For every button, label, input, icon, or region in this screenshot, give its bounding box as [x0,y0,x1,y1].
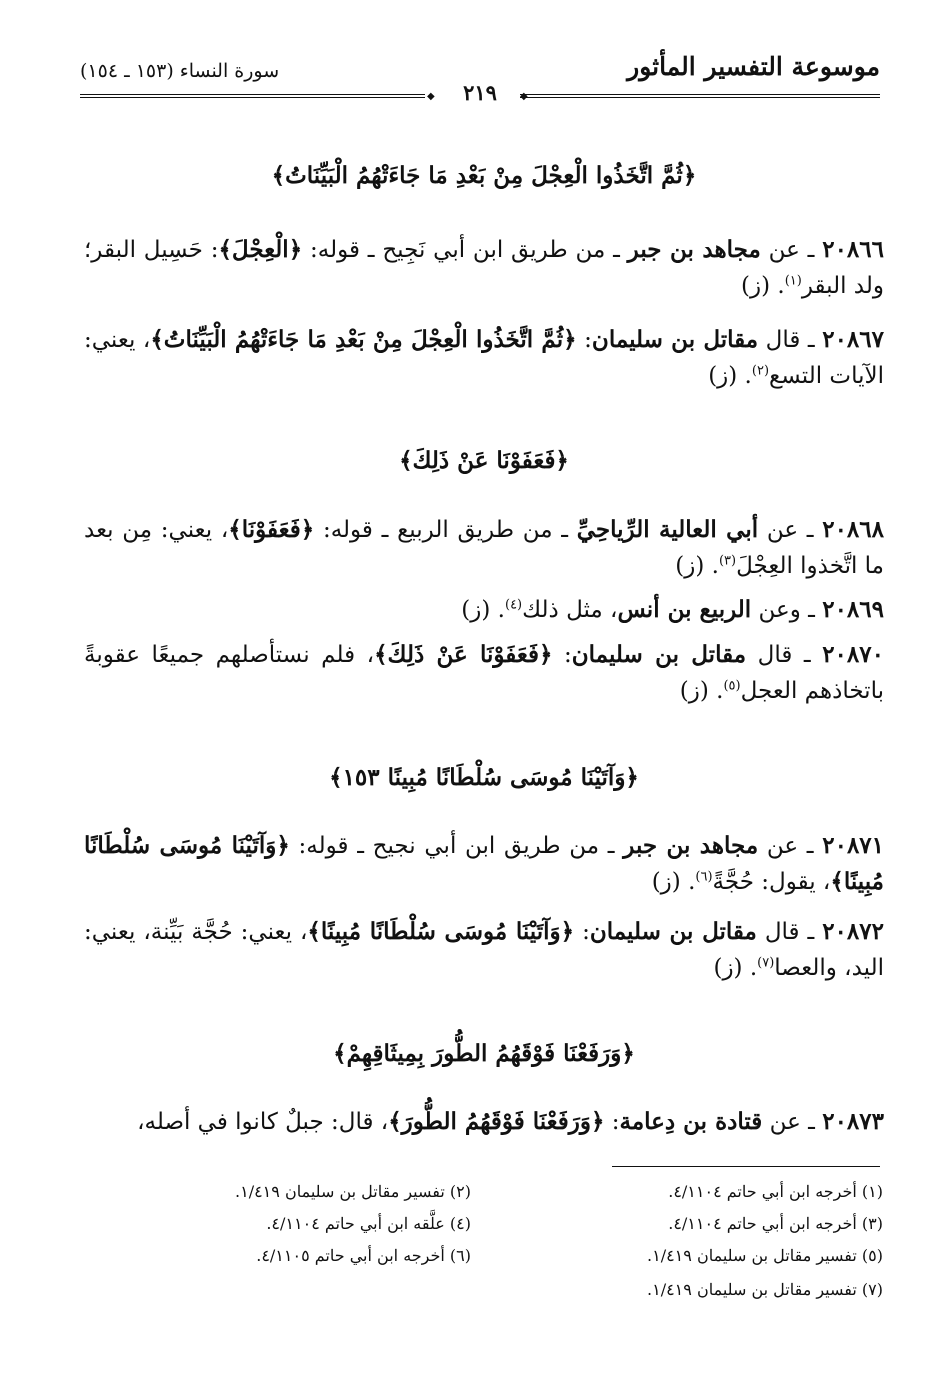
footnote-7: (٧) تفسير مقاتل بن سليمان ١/٤١٩. [647,1280,883,1299]
entry-text: ـ قال [756,919,823,945]
footnote-ref[interactable]: (١) [784,273,802,289]
entry-text: ـ قال [746,642,823,668]
running-header [80,52,880,105]
ornament-icon: ◆ [427,91,435,102]
verse-heading-4: ﴿وَرَفَعْنَا فَوْقَهُمُ الطُّورَ بِمِيثَاقِهِمْ﴾ [333,1040,635,1067]
narrator-name: مجاهد بن جبر [623,832,759,859]
entry-20871 [84,828,884,900]
entry-number: ٢٠٨٦٦ [822,236,884,263]
quran-quote: ﴿الْعِجْلَ﴾ [218,236,303,263]
entry-number: ٢٠٨٧٢ [822,918,884,945]
entry-text: . (ز) [679,678,724,704]
entry-number: ٢٠٨٧١ [822,832,885,859]
entry-text: ـ قال [758,327,823,353]
entry-text: ، يقول: حُجَّةً [712,869,831,895]
entry-text: . (ز) [708,363,752,389]
narrator-name: قتادة بن دِعامة [619,1108,763,1135]
quran-quote: ﴿وَآتَيْنَا مُوسَى سُلْطَانًا مُبِينًا﴾ [84,832,884,895]
entry-text: . (ز) [713,955,758,981]
entry-text: ، فلم نستأصلهم جميعًا عقوبةً باتخاذهم العجل [84,642,884,704]
verse-heading-2: ﴿فَعَفَوْنَا عَنْ ذَلِكَ﴾ [399,447,569,474]
footnote-ref[interactable]: (٦) [695,869,713,885]
entry-text: ، مثل ذلك [522,597,618,623]
entry-text: . (ز) [651,869,696,895]
header-rule-right-double [520,97,880,98]
footnote-2: (٢) تفسير مقاتل بن سليمان ١/٤١٩. [235,1182,471,1201]
entry-20872 [84,914,884,986]
entry-text: ـ عن [758,833,823,859]
entry-20868 [84,512,884,584]
page-number: ٢١٩ [463,80,497,105]
entry-text: ـ من طريق ابن أبي نَجِيح ـ قوله: [302,237,628,263]
entry-number: ٢٠٨٧٠ [822,641,884,668]
narrator-name: أبي العالية الرِّياحِيِّ [576,516,759,543]
footnote-1: (١) أخرجه ابن أبي حاتم ٤/١١٠٤. [668,1182,883,1201]
entry-text: ـ من طريق الربيع ـ قوله: [314,517,577,543]
footnote-4: (٤) علَّقه ابن أبي حاتم ٤/١١٠٤. [266,1214,471,1233]
footnote-5: (٥) تفسير مقاتل بن سليمان ١/٤١٩. [647,1246,883,1265]
entry-20869 [84,592,884,628]
footnote-6: (٦) أخرجه ابن أبي حاتم ٤/١١٠٥. [256,1246,471,1265]
sura-reference: سورة النساء (١٥٣ ـ ١٥٤) [80,60,280,82]
footnote-separator [612,1166,880,1167]
quran-quote: ﴿فَعَفَوْنَا﴾ [228,516,315,543]
entry-text: ، يعني: حُجَّة بَيِّنة، يعني: اليد، والعصا [84,919,884,981]
quran-quote: ﴿ثُمَّ اتَّخَذُوا الْعِجْلَ مِنْ بَعْدِ مَا جَاءَتْهُمُ الْبَيِّنَاتُ﴾ [150,326,577,353]
entry-text: ـ عن [760,237,823,263]
entry-text: ـ عن [758,517,823,543]
narrator-name: مقاتل بن سليمان [591,326,759,353]
entry-number: ٢٠٨٧٣ [822,1108,884,1135]
entry-number: ٢٠٨٦٧ [822,326,884,353]
ornament-icon: ◆ [520,91,528,102]
entry-text: : [604,1109,620,1135]
entry-text: ـ عن [762,1109,823,1135]
quran-quote: ﴿فَعَفَوْنَا عَنْ ذَلِكَ﴾ [374,641,553,668]
entry-20870 [84,637,884,709]
verse-heading-1: ﴿ثُمَّ اتَّخَذُوا الْعِجْلَ مِنْ بَعْدِ مَا جَاءَتْهُمُ الْبَيِّنَاتُ﴾ [271,162,697,189]
entry-20867 [84,322,884,394]
entry-text: . (ز) [461,597,505,623]
book-title: موسوعة التفسير المأثور [627,52,880,81]
entry-number: ٢٠٨٦٨ [822,516,884,543]
entry-20873 [84,1104,884,1140]
entry-text: . (ز) [741,273,785,299]
verse-heading-3: ﴿وَآتَيْنَا مُوسَى سُلْطَانًا مُبِينًا ١٥٣﴾ [329,764,639,791]
narrator-name: مقاتل بن سليمان [571,641,747,668]
header-rule-right [520,94,880,95]
entry-text: : [552,642,572,668]
footnote-ref[interactable]: (٥) [723,678,741,694]
footnote-ref[interactable]: (٧) [757,955,775,971]
quran-quote: ﴿وَرَفَعْنَا فَوْقَهُمُ الطُّورَ﴾ [388,1108,605,1135]
entry-text: ، يعني: الآيات التسع [84,327,884,389]
narrator-name: مجاهد بن جبر [627,236,761,263]
footnote-ref[interactable]: (٤) [504,597,523,613]
entry-text: : [574,919,590,945]
entry-text: ـ وعن [751,597,823,623]
footnote-ref[interactable]: (٣) [718,553,737,569]
entry-text: . (ز) [675,553,719,579]
footnote-ref[interactable]: (٢) [751,363,770,379]
entry-text: : حَسِيل البقر؛ ولد البقر [84,237,884,299]
footnote-3: (٣) أخرجه ابن أبي حاتم ٤/١١٠٤. [668,1214,883,1233]
entry-text: ـ من طريق ابن أبي نجيح ـ قوله: [289,833,624,859]
header-rule-left-double [80,97,425,98]
entry-text: ، قال: جبلٌ كانوا في أصله، [137,1109,389,1135]
entry-20866 [84,232,884,304]
entry-text: : [576,327,592,353]
header-rule-left [80,94,425,95]
entry-number: ٢٠٨٦٩ [822,596,884,623]
entry-text: ، يعني: مِن بعد ما اتَّخذوا العِجْلَ [84,517,884,579]
quran-quote: ﴿وَآتَيْنَا مُوسَى سُلْطَانًا مُبِينًا﴾ [307,918,575,945]
narrator-name: الربيع بن أنس [617,596,752,623]
narrator-name: مقاتل بن سليمان [589,918,757,945]
